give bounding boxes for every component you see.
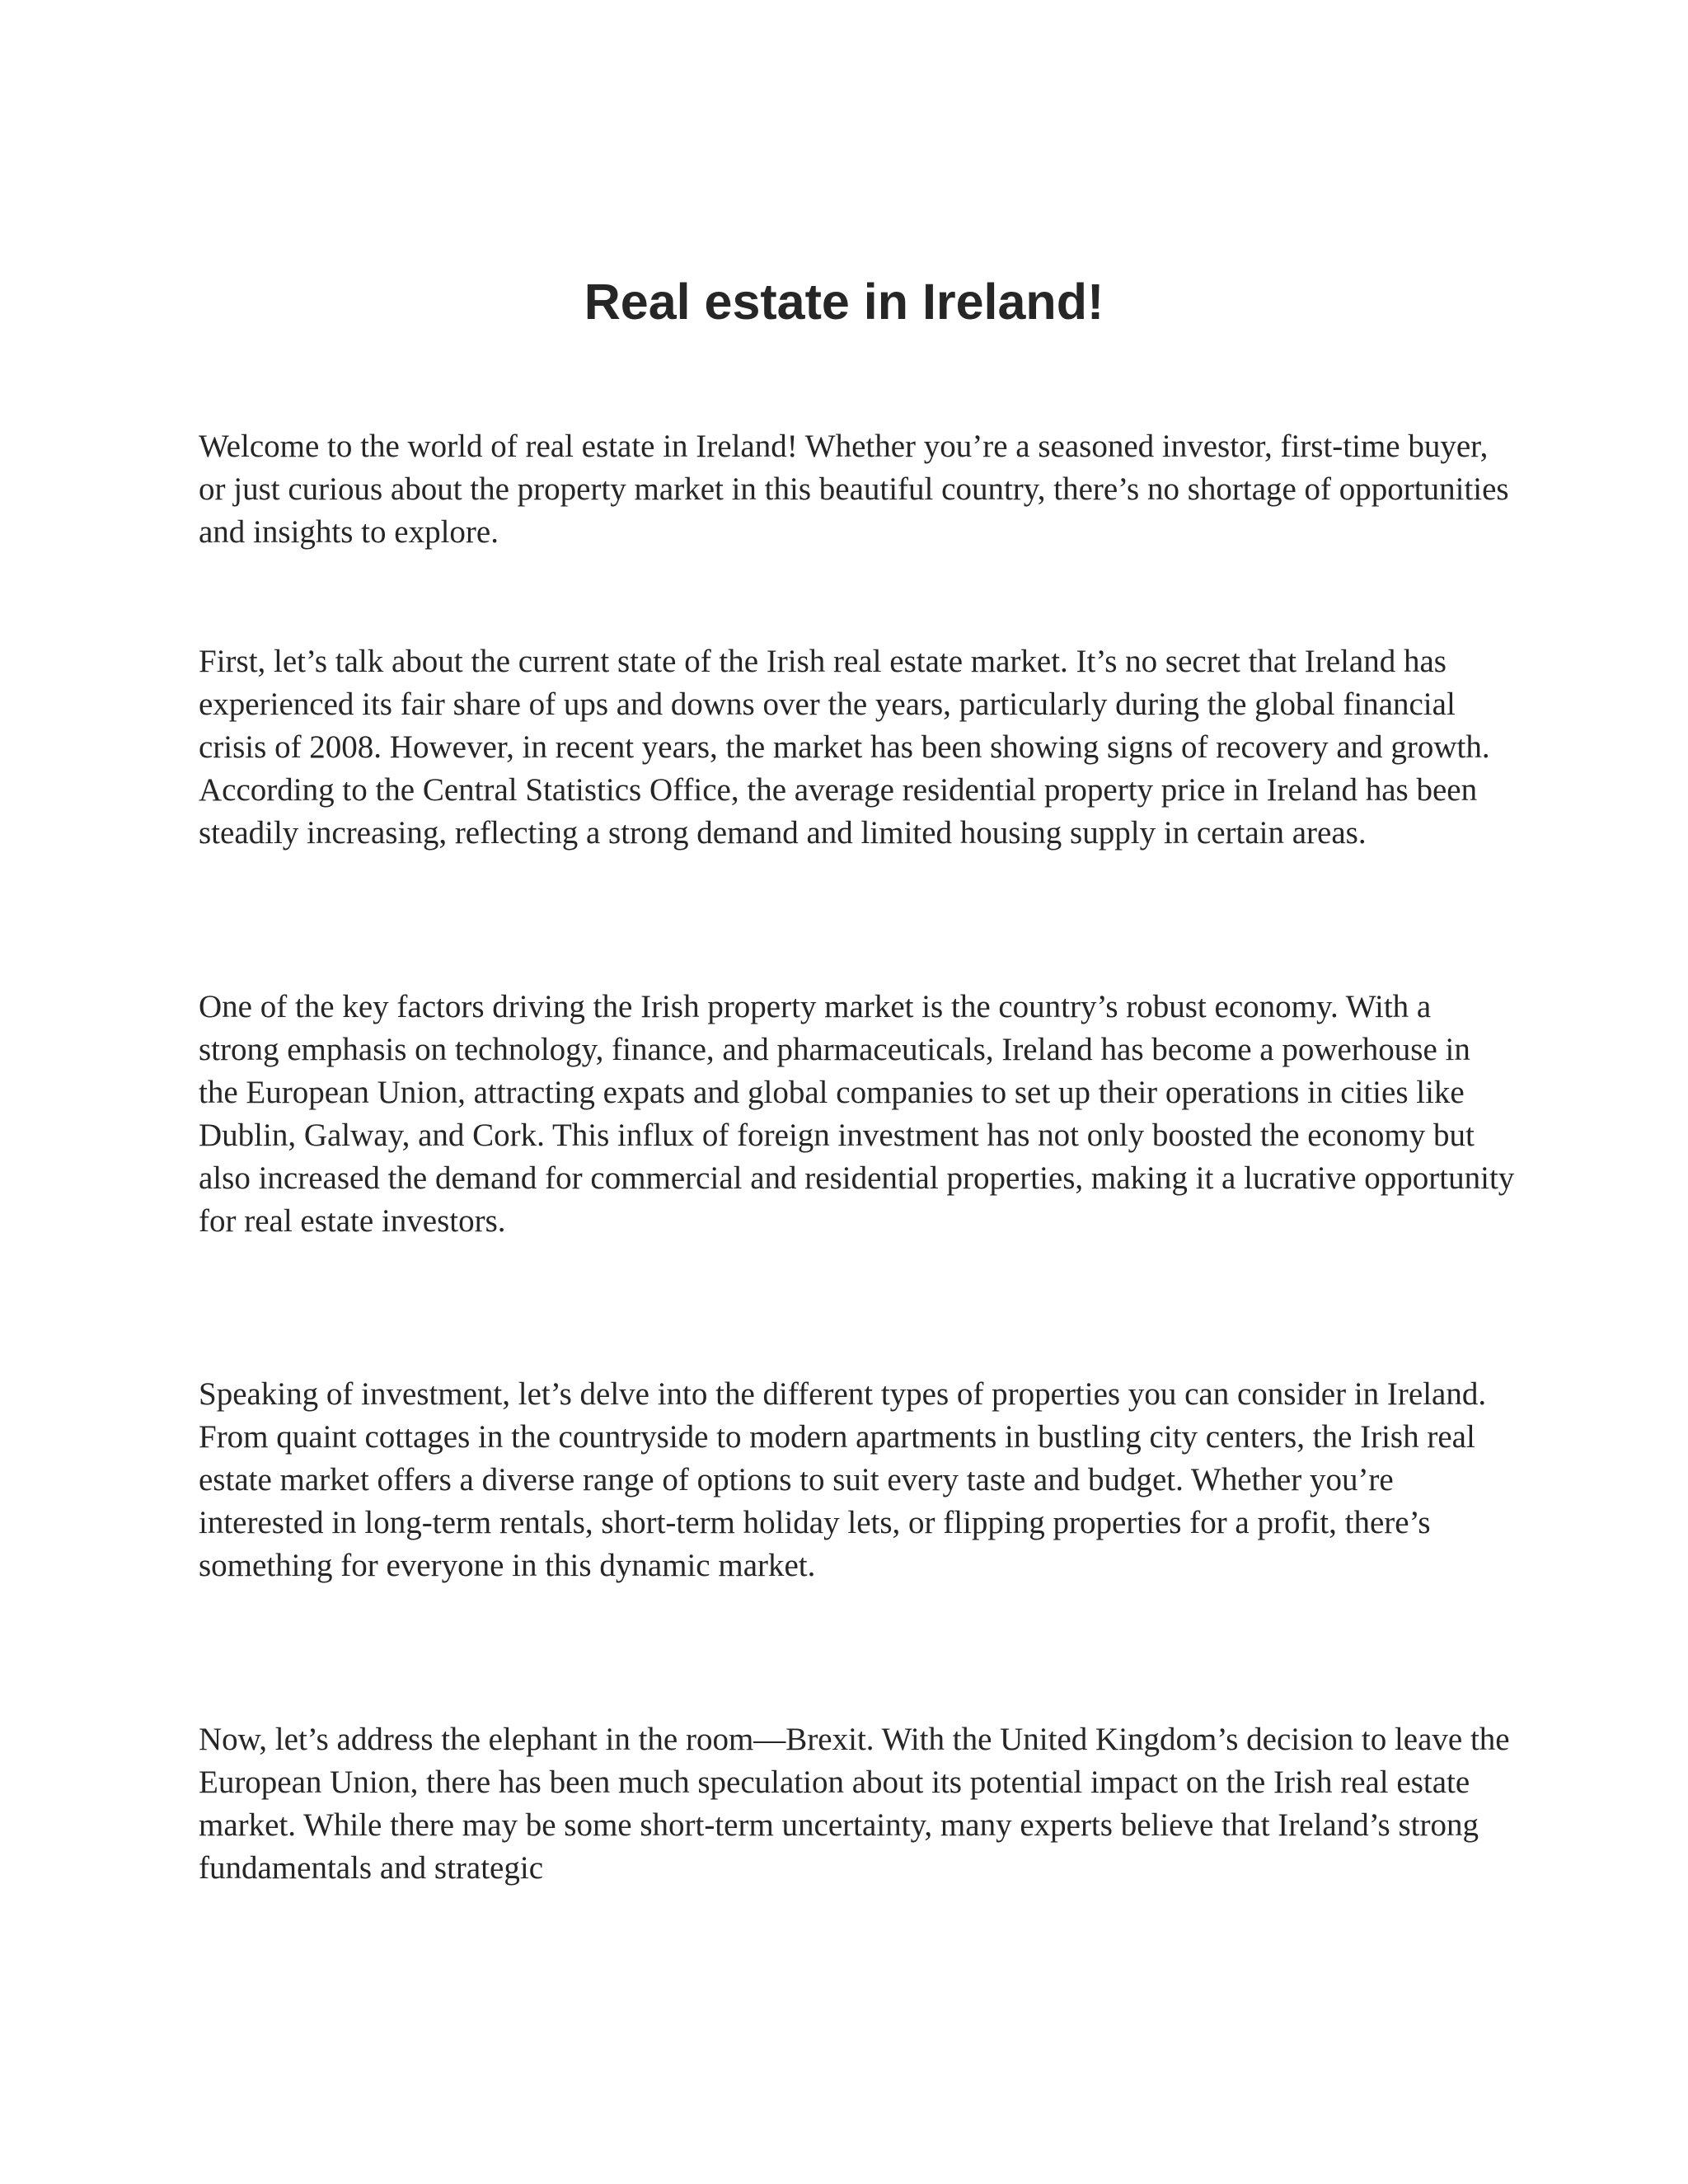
paragraph-brexit: Now, let’s address the elephant in the room—Brexit. With the United Kingdom’s decision to leave the European Union, there has been much speculation about its potential impact on the Irish real estate market. While there may be some short-term uncertainty, many experts believe that Ireland’s strong fundamentals and strategic (199, 1722, 1510, 1886)
paragraph-economy: One of the key factors driving the Irish property market is the country’s robust economy. With a strong emphasis on technology, finance, and pharmaceuticals, Ireland has become a powerhouse in the European Union, attracting expats and global companies to set up their operations in cities like Dublin, Galway, and Cork. This influx of foreign investment has not only boosted the economy but also increased the demand for commercial and residential properties, making it a lucrative opportunity for real estate investors. (199, 989, 1515, 1239)
paragraph-property-types: Speaking of investment, let’s delve into the different types of properties you can consider in Ireland. From quaint cottages in the countryside to modern apartments in bustling city centers, the Irish real estate market offers a diverse range of options to suit every taste and budget. Whether you’re interested in long-term rentals, short-term holiday lets, or flipping properties for a profit, there’s something for everyone in this dynamic market. (199, 1376, 1487, 1583)
document-title: Real estate in Ireland! (584, 274, 1104, 330)
paragraph-market-state: First, let’s talk about the current state of the Irish real estate market. It’s no secret that Ireland has experienced its fair share of ups and downs over the years, particularly during the global financial crisis of 2008. However, in recent years, the market has been showing signs of recovery and growth. According to the Central Statistics Office, the average residential property price in Ireland has been steadily increasing, reflecting a strong demand and limited housing supply in certain areas. (199, 644, 1490, 851)
paragraph-intro: Welcome to the world of real estate in Ireland! Whether you’re a seasoned investor, first-time buyer, or just curious about the property market in this beautiful country, there’s no shortage of opportunities and insights to explore. (199, 429, 1509, 550)
